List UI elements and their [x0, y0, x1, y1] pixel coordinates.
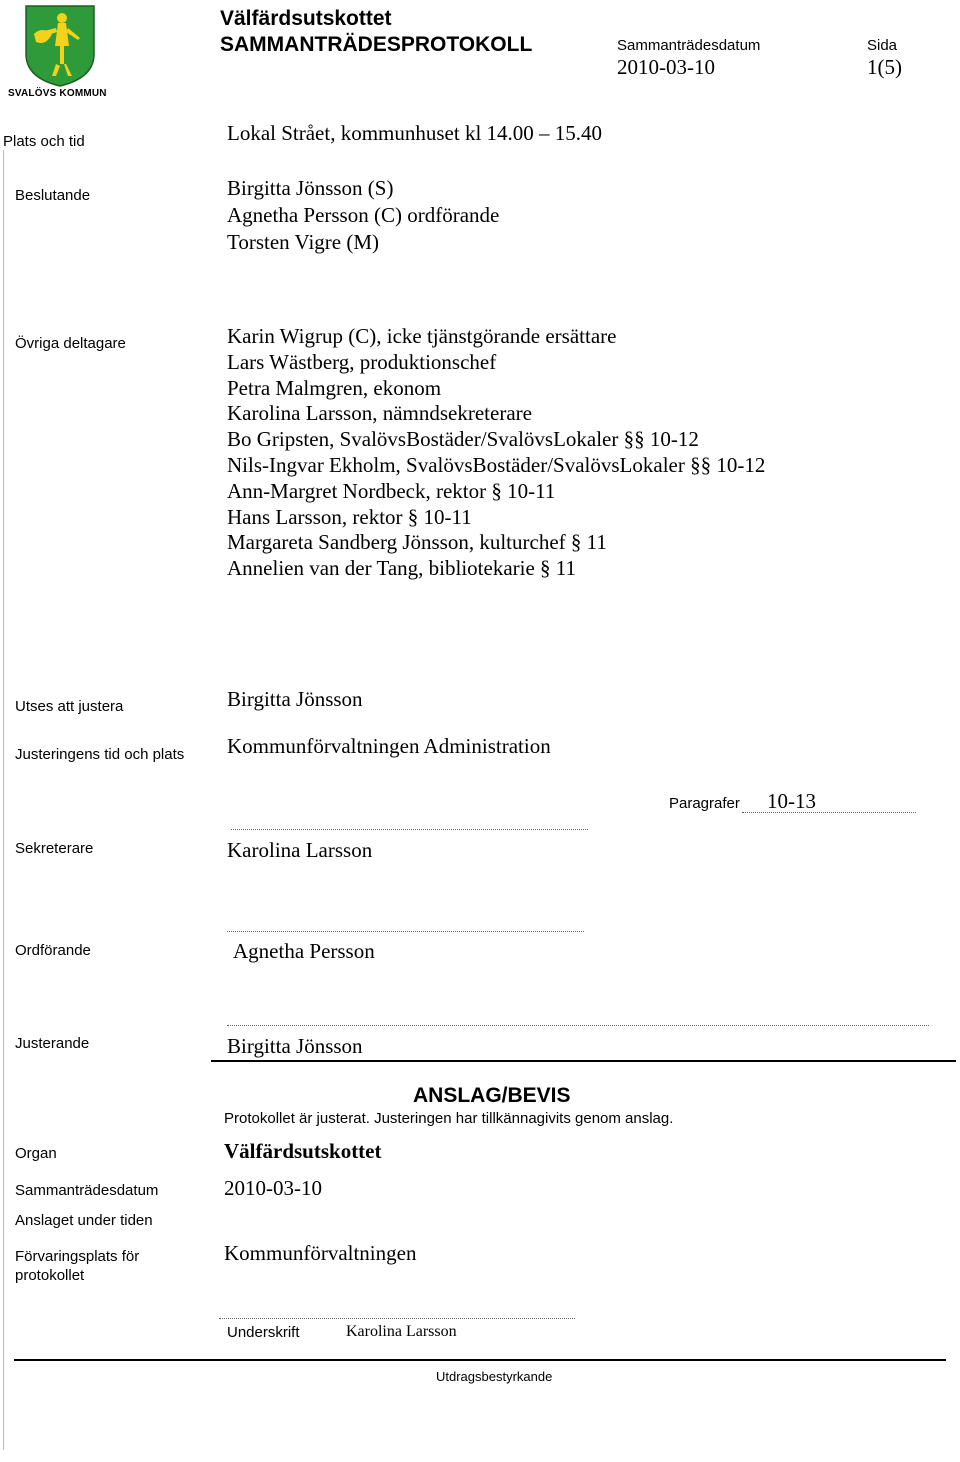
- paragraphs-value: 10-13: [767, 789, 816, 813]
- left-margin-rule: [3, 150, 4, 1450]
- list-item: Ann-Margret Nordbeck, rektor § 10-11: [227, 478, 556, 503]
- logo-text: SVALÖVS KOMMUN: [8, 88, 107, 99]
- storage-value: Kommunförvaltningen: [224, 1241, 417, 1265]
- decision-makers-label: Beslutande: [15, 187, 91, 204]
- section-divider: [211, 1060, 956, 1062]
- storage-label: [15, 1247, 139, 1285]
- meeting-date-label: Sammanträdesdatum: [617, 37, 761, 54]
- adjuster-appointed-value: Birgitta Jönsson: [227, 687, 363, 711]
- storage-label-line2: protokollet: [15, 1267, 85, 1284]
- list-item: Karin Wigrup (C), icke tjänstgörande ersättare: [227, 324, 617, 348]
- notice-statement: Protokollet är justerat. Justeringen har tillkännagivits genom anslag.: [224, 1110, 674, 1127]
- adjuster-name: Birgitta Jönsson: [227, 1034, 363, 1058]
- posted-period-label: Anslaget under tiden: [15, 1212, 153, 1229]
- adjustment-time-place-value: Kommunförvaltningen Administration: [227, 734, 551, 758]
- signature-label: Underskrift: [227, 1324, 300, 1341]
- list-item: Birgitta Jönsson (S): [227, 176, 394, 200]
- chair-signature-line: [227, 931, 584, 932]
- adjuster-signature-line: [227, 1025, 929, 1026]
- notice-title: ANSLAG/BEVIS: [413, 1084, 571, 1107]
- list-item: Petra Malmgren, ekonom: [227, 375, 442, 400]
- place-value: Lokal Strået, kommunhuset kl 14.00 – 15.40: [227, 121, 603, 145]
- adjuster-appointed-label: Utses att justera: [15, 698, 124, 715]
- notice-date-label: Sammanträdesdatum: [15, 1182, 159, 1199]
- chair-name: Agnetha Persson: [233, 939, 375, 963]
- adjuster-label: Justerande: [15, 1035, 90, 1052]
- adjustment-time-place-label: Justeringens tid och plats: [15, 746, 185, 763]
- paragraphs-label: Paragrafer: [669, 795, 740, 812]
- list-item: Nils-Ingvar Ekholm, SvalövsBostäder/SvalövsLokaler §§ 10-12: [227, 452, 766, 477]
- notice-signature-line: [219, 1318, 575, 1319]
- list-item: Agnetha Persson (C) ordförande: [227, 203, 500, 227]
- paragraphs-underline: [742, 812, 916, 813]
- meeting-date-value: 2010-03-10: [617, 55, 715, 79]
- extract-certification-label: Utdragsbestyrkande: [436, 1369, 553, 1384]
- organ-label: Organ: [15, 1145, 57, 1162]
- page-label: Sida: [867, 37, 898, 54]
- list-item: Hans Larsson, rektor § 10-11: [227, 504, 472, 529]
- other-participants-label: Övriga deltagare: [15, 335, 126, 352]
- document-type: SAMMANTRÄDESPROTOKOLL: [220, 33, 533, 56]
- storage-label-line1: Förvaringsplats för: [15, 1248, 140, 1265]
- organ-value: Välfärdsutskottet: [224, 1139, 382, 1163]
- list-item: Karolina Larsson, nämndsekreterare: [227, 401, 532, 426]
- list-item: Bo Gripsten, SvalövsBostäder/SvalövsLokaler §§ 10-12: [227, 427, 699, 452]
- bottom-rule: [14, 1359, 946, 1361]
- decision-makers-list: [227, 175, 499, 256]
- municipality-logo: [6, 4, 114, 102]
- notice-date-value: 2010-03-10: [224, 1176, 322, 1200]
- secretary-label: Sekreterare: [15, 840, 94, 857]
- list-item: Torsten Vigre (M): [227, 230, 380, 254]
- other-participants-list: [227, 324, 765, 582]
- list-item: Lars Wästberg, produktionschef: [227, 349, 497, 374]
- page-number: 1(5): [867, 55, 902, 79]
- secretary-signature-line: [231, 829, 588, 830]
- coat-of-arms-icon: [6, 4, 114, 88]
- signature-name: Karolina Larsson: [346, 1323, 457, 1340]
- committee-title: Välfärdsutskottet: [220, 7, 392, 30]
- secretary-name: Karolina Larsson: [227, 838, 373, 862]
- place-label: Plats och tid: [3, 133, 85, 150]
- list-item: Margareta Sandberg Jönsson, kulturchef § 11: [227, 530, 607, 555]
- chair-label: Ordförande: [15, 942, 91, 959]
- list-item: Annelien van der Tang, bibliotekarie § 11: [227, 556, 577, 581]
